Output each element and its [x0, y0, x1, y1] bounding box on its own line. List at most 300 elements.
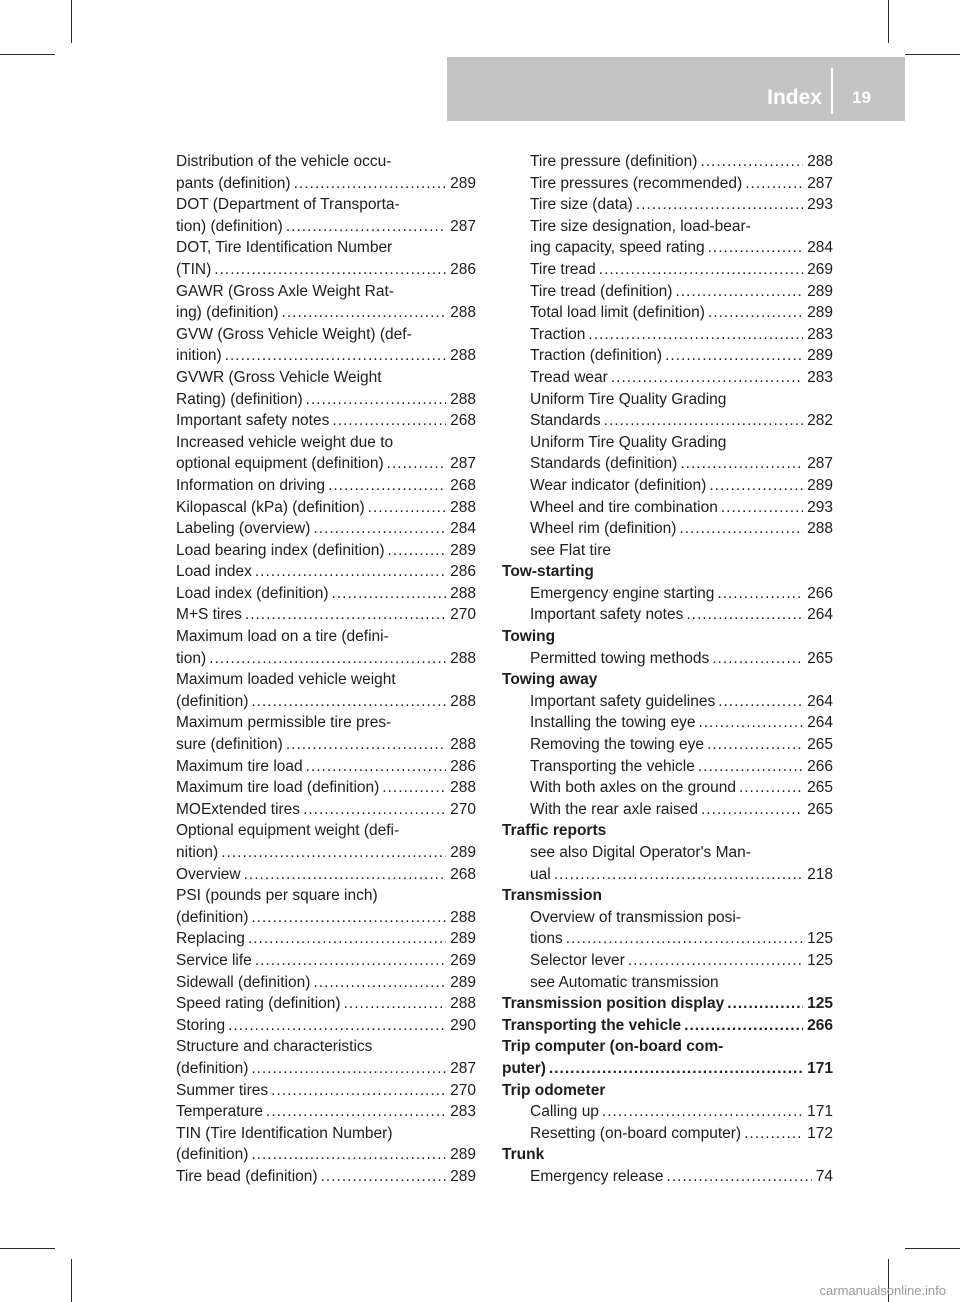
dot-leader [286, 216, 446, 238]
entry-text: Tire pressures (recommended) [530, 174, 743, 192]
entry-text: Maximum tire load [176, 757, 303, 775]
entry-text: Tire tread (definition) [530, 282, 673, 300]
entry-row [176, 1015, 476, 1037]
dot-leader [686, 604, 803, 626]
page-reference: 288 [450, 347, 476, 365]
dot-leader [344, 993, 447, 1015]
index-heading [502, 1144, 833, 1166]
index-entry[interactable] [502, 259, 833, 281]
dot-leader [712, 648, 803, 670]
entry-text: Trip odometer [502, 1081, 606, 1099]
entry-row [176, 410, 476, 432]
page-reference: 289 [450, 844, 476, 861]
index-entry[interactable] [502, 475, 833, 497]
watermark: carmanualsonline.info [819, 1283, 946, 1298]
entry-row [502, 518, 833, 540]
index-heading [502, 1080, 833, 1102]
dot-leader [599, 259, 803, 281]
entry-text: Wheel and tire combination [530, 498, 718, 516]
index-entry[interactable] [176, 604, 476, 626]
entry-text: nition) [176, 844, 219, 861]
index-entry[interactable] [176, 777, 476, 799]
entry-row [176, 1058, 476, 1080]
dot-leader [255, 561, 446, 583]
crop-mark [71, 0, 72, 43]
page-reference: 286 [450, 260, 476, 278]
entry-row [176, 907, 476, 929]
crop-mark [71, 1259, 72, 1302]
index-entry[interactable] [502, 712, 833, 734]
index-entry[interactable] [502, 281, 833, 303]
index-heading[interactable] [502, 1036, 833, 1079]
index-entry[interactable] [502, 648, 833, 670]
index-entry[interactable] [176, 151, 476, 194]
dot-leader [255, 950, 446, 972]
dot-leader [294, 173, 447, 195]
page-title: Index [767, 86, 822, 109]
index-entry[interactable] [176, 669, 476, 712]
entry-text: Load index [176, 563, 252, 581]
entry-row [502, 756, 833, 778]
crop-mark [0, 1248, 55, 1249]
page-reference: 265 [807, 800, 833, 818]
index-entry[interactable] [502, 216, 833, 259]
page-reference: 290 [450, 1016, 476, 1034]
index-heading[interactable] [502, 1015, 833, 1037]
page-reference: 289 [807, 304, 833, 322]
dot-leader [306, 389, 446, 411]
dot-leader [675, 281, 803, 303]
dot-leader [665, 345, 803, 367]
entry-text: Maximum tire load (definition) [176, 779, 380, 797]
dot-leader [709, 475, 803, 497]
index-entry[interactable] [176, 993, 476, 1015]
entry-row [176, 950, 476, 972]
entry-text: Distribution of the vehicle occu- [176, 153, 392, 170]
index-entry[interactable] [176, 475, 476, 497]
entry-row [176, 756, 476, 778]
index-entry[interactable] [176, 432, 476, 475]
entry-row [502, 194, 833, 216]
index-entry[interactable] [502, 389, 833, 432]
dot-leader [251, 1058, 446, 1080]
entry-text: (definition) [176, 692, 249, 710]
index-entry[interactable] [176, 237, 476, 280]
entry-text: Tire tread [530, 260, 596, 278]
entry-text: Maximum load on a tire (defini- [176, 628, 389, 646]
index-entry[interactable] [502, 324, 833, 346]
index-entry[interactable] [502, 518, 833, 540]
entry-row [176, 648, 476, 670]
page-reference: 125 [807, 930, 833, 948]
page-reference: 265 [807, 649, 833, 667]
index-entry[interactable] [176, 1036, 476, 1079]
index-entry[interactable] [502, 345, 833, 367]
dot-leader [328, 475, 446, 497]
page-reference: 268 [450, 412, 476, 430]
dot-leader [708, 237, 804, 259]
entry-text: (definition) [176, 1059, 249, 1077]
page-reference: 269 [450, 951, 476, 969]
page-reference: 288 [450, 736, 476, 754]
entry-text: Wheel rim (definition) [530, 520, 677, 538]
index-entry[interactable] [176, 324, 476, 367]
entry-text: Storing [176, 1016, 226, 1034]
entry-text: ual [530, 865, 551, 883]
entry-text: With the rear axle raised [530, 800, 698, 818]
entry-text: Service life [176, 951, 252, 969]
entry-text: Wear indicator (definition) [530, 476, 707, 494]
index-entry[interactable] [176, 518, 476, 540]
index-entry[interactable] [502, 691, 833, 713]
entry-row [502, 302, 833, 324]
index-heading [502, 820, 833, 842]
page-reference: 289 [450, 930, 476, 948]
page-reference: 289 [807, 347, 833, 365]
index-entry[interactable] [176, 540, 476, 562]
entry-row [176, 799, 476, 821]
page-reference: 266 [807, 584, 833, 602]
entry-row [176, 540, 476, 562]
index-entry [502, 972, 833, 994]
page-reference: 288 [450, 390, 476, 408]
entry-text: Resetting (on-board computer) [530, 1124, 742, 1142]
entry-text: Removing the towing eye [530, 736, 705, 754]
crop-mark [0, 54, 55, 55]
index-entry[interactable] [176, 928, 476, 950]
page-reference: 264 [807, 714, 833, 732]
crop-mark [905, 1248, 960, 1249]
entry-text: Traction [530, 325, 586, 343]
page-reference: 288 [450, 584, 476, 602]
page-reference: 264 [807, 606, 833, 624]
entry-text: Important safety notes [530, 606, 684, 624]
dot-leader [214, 259, 446, 281]
page-reference: 287 [450, 1059, 476, 1077]
entry-row [502, 453, 833, 475]
crop-mark [888, 0, 889, 43]
entry-text: Optional equipment weight (defi- [176, 822, 400, 840]
entry-text: Summer tires [176, 1081, 269, 1099]
entry-text: Uniform Tire Quality Grading [530, 390, 727, 408]
entry-row [502, 993, 833, 1015]
index-entry[interactable] [502, 799, 833, 821]
index-entry[interactable] [176, 626, 476, 669]
index-entry[interactable] [176, 1123, 476, 1166]
dot-leader [636, 194, 803, 216]
entry-row [502, 1058, 833, 1080]
entry-row [176, 691, 476, 713]
index-entry[interactable] [176, 864, 476, 886]
entry-text: Transporting the vehicle [530, 757, 695, 775]
entry-text: puter) [502, 1059, 546, 1077]
dot-leader [388, 540, 447, 562]
page-reference: 270 [450, 606, 476, 624]
entry-text: Labeling (overview) [176, 520, 311, 538]
entry-text: Standards [530, 412, 601, 430]
dot-leader [251, 691, 446, 713]
dot-leader [549, 1058, 803, 1080]
index-entry[interactable] [176, 367, 476, 410]
index-entry[interactable] [502, 173, 833, 195]
entry-text: DOT (Department of Transporta- [176, 196, 400, 214]
index-entry[interactable] [176, 756, 476, 778]
dot-leader [588, 324, 803, 346]
page-reference: 287 [450, 217, 476, 235]
entry-text: Tire pressure (definition) [530, 153, 698, 170]
entry-row [502, 712, 833, 734]
entry-text: (TIN) [176, 260, 212, 278]
dot-leader [745, 173, 803, 195]
entry-row [176, 777, 476, 799]
dot-leader [271, 1080, 446, 1102]
index-entry[interactable] [502, 194, 833, 216]
entry-row [502, 648, 833, 670]
index-entry[interactable] [176, 583, 476, 605]
dot-leader [228, 1015, 446, 1037]
index-entry[interactable] [176, 497, 476, 519]
index-entry[interactable] [176, 1166, 476, 1188]
entry-text: Traffic reports [502, 822, 607, 840]
index-entry[interactable] [502, 734, 833, 756]
index-heading [502, 561, 833, 583]
entry-text: M+S tires [176, 606, 242, 624]
index-entry[interactable] [502, 756, 833, 778]
page-header-bar [447, 57, 905, 121]
page-reference: 283 [807, 325, 833, 343]
entry-row [176, 302, 476, 324]
dot-leader [313, 972, 446, 994]
index-entry[interactable] [502, 302, 833, 324]
entry-row [502, 237, 833, 259]
page-reference: 288 [450, 995, 476, 1013]
page-reference: 287 [807, 455, 833, 473]
entry-row [176, 972, 476, 994]
page-reference: 288 [450, 692, 476, 710]
index-entry[interactable] [176, 1101, 476, 1123]
index-entry[interactable] [176, 194, 476, 237]
index-entry[interactable] [502, 151, 833, 173]
entry-row [176, 604, 476, 626]
index-entry[interactable] [502, 604, 833, 626]
index-entry[interactable] [502, 950, 833, 972]
entry-row [176, 1080, 476, 1102]
index-entry[interactable] [176, 561, 476, 583]
index-heading [502, 885, 833, 907]
index-entry[interactable] [502, 432, 833, 475]
page-reference: 265 [807, 779, 833, 797]
page-reference: 289 [450, 973, 476, 991]
entry-text: see Automatic transmission [530, 973, 719, 991]
dot-leader [718, 691, 803, 713]
index-entry[interactable] [176, 712, 476, 755]
entry-text: Sidewall (definition) [176, 973, 311, 991]
dot-leader [744, 1123, 803, 1145]
page-reference: 125 [807, 951, 833, 969]
index-entry[interactable] [502, 367, 833, 389]
index-entry[interactable] [502, 907, 833, 950]
dot-leader [611, 367, 803, 389]
dot-leader [248, 928, 446, 950]
page-reference: 270 [450, 1081, 476, 1099]
entry-row [176, 1101, 476, 1123]
dot-leader [251, 1144, 446, 1166]
dot-leader [332, 583, 447, 605]
dot-leader [628, 950, 803, 972]
index-entry[interactable] [176, 799, 476, 821]
index-entry[interactable] [502, 583, 833, 605]
page-reference: 265 [807, 736, 833, 754]
index-entry[interactable] [176, 885, 476, 928]
page-reference: 286 [450, 563, 476, 581]
entry-row [176, 389, 476, 411]
dot-leader [266, 1101, 446, 1123]
page-reference: 125 [807, 995, 833, 1013]
entry-text: Load index (definition) [176, 584, 329, 602]
entry-row [502, 864, 833, 886]
page-reference: 218 [807, 865, 833, 883]
dot-leader [707, 734, 803, 756]
dot-leader [566, 928, 803, 950]
entry-text: Transporting the vehicle [502, 1016, 682, 1034]
page-reference: 264 [807, 692, 833, 710]
dot-leader [282, 302, 447, 324]
page-reference: 287 [807, 174, 833, 192]
index-entry[interactable] [502, 497, 833, 519]
page-reference: 171 [807, 1103, 833, 1121]
entry-text: Selector lever [530, 951, 625, 969]
entry-text: GVW (Gross Vehicle Weight) (def- [176, 325, 412, 343]
index-entry[interactable] [502, 1101, 833, 1123]
entry-text: see also Digital Operator's Man- [530, 844, 751, 861]
dot-leader [667, 1166, 812, 1188]
index-entry[interactable] [502, 1123, 833, 1145]
index-entry [502, 540, 833, 562]
entry-row [176, 561, 476, 583]
entry-text: inition) [176, 347, 222, 365]
page-reference: 284 [450, 520, 476, 538]
index-entry[interactable] [176, 281, 476, 324]
entry-row [502, 928, 833, 950]
entry-row [176, 1166, 476, 1188]
dot-leader [700, 151, 803, 173]
index-heading[interactable] [502, 993, 833, 1015]
page-reference: 288 [807, 153, 833, 170]
dot-leader [717, 583, 803, 605]
dot-leader [680, 453, 803, 475]
entry-row [176, 864, 476, 886]
page-reference: 283 [807, 368, 833, 386]
index-entry[interactable] [502, 777, 833, 799]
page-reference: 268 [450, 865, 476, 883]
entry-text: Rating) (definition) [176, 390, 303, 408]
page-reference: 289 [450, 1167, 476, 1185]
entry-row [176, 259, 476, 281]
entry-text: Kilopascal (kPa) (definition) [176, 498, 365, 516]
page-reference: 284 [807, 239, 833, 257]
entry-text: Towing [502, 628, 556, 646]
page-reference: 289 [450, 1146, 476, 1164]
entry-row [176, 475, 476, 497]
page-reference: 289 [450, 174, 476, 192]
dot-leader [604, 410, 803, 432]
page-reference: 172 [807, 1124, 833, 1142]
entry-row [176, 842, 476, 864]
dot-leader [306, 756, 447, 778]
entry-text: tion) [176, 649, 207, 667]
entry-row [502, 1123, 833, 1145]
page-reference: 270 [450, 800, 476, 818]
entry-text: Tow-starting [502, 563, 594, 581]
page-reference: 288 [450, 304, 476, 322]
entry-row [176, 497, 476, 519]
dot-leader [602, 1101, 803, 1123]
entry-row [502, 173, 833, 195]
entry-row [502, 604, 833, 626]
dot-leader [382, 777, 446, 799]
page-reference: 288 [807, 520, 833, 538]
page-reference: 282 [807, 412, 833, 430]
dot-leader [679, 518, 803, 540]
page-reference: 266 [807, 1016, 833, 1034]
entry-row [176, 345, 476, 367]
entry-row [502, 345, 833, 367]
entry-text: Structure and characteristics [176, 1038, 373, 1056]
index-column-left [176, 151, 476, 1188]
index-column-right [502, 151, 833, 1188]
entry-row [502, 475, 833, 497]
entry-row [502, 734, 833, 756]
index-entry[interactable] [176, 1015, 476, 1037]
page-reference: 293 [807, 196, 833, 214]
index-entry[interactable] [502, 1166, 833, 1188]
entry-row [502, 281, 833, 303]
entry-text: TIN (Tire Identification Number) [176, 1124, 393, 1142]
entry-row [176, 928, 476, 950]
page-reference: 293 [807, 498, 833, 516]
entry-row [502, 259, 833, 281]
entry-text: Tire bead (definition) [176, 1167, 318, 1185]
entry-text: MOExtended tires [176, 800, 301, 818]
index-entry[interactable] [176, 950, 476, 972]
index-entry[interactable] [176, 972, 476, 994]
page-reference: 289 [807, 476, 833, 494]
index-entry[interactable] [176, 1080, 476, 1102]
entry-row [502, 410, 833, 432]
entry-text: Emergency engine starting [530, 584, 715, 602]
entry-text: Trip computer (on-board com- [502, 1038, 724, 1056]
entry-text: optional equipment (definition) [176, 455, 384, 473]
entry-row [176, 453, 476, 475]
entry-text: Maximum loaded vehicle weight [176, 671, 396, 689]
index-entry[interactable] [502, 842, 833, 885]
dot-leader [221, 842, 446, 864]
entry-row [176, 1144, 476, 1166]
entry-row [502, 583, 833, 605]
entry-text: see Flat tire [530, 541, 611, 559]
index-entry[interactable] [176, 410, 476, 432]
entry-row [502, 1101, 833, 1123]
crop-mark [905, 54, 960, 55]
entry-text: Permitted towing methods [530, 649, 710, 667]
entry-row [176, 216, 476, 238]
entry-row [502, 324, 833, 346]
index-entry[interactable] [176, 820, 476, 863]
entry-text: Transmission [502, 887, 602, 905]
entry-text: Temperature [176, 1103, 264, 1121]
dot-leader [387, 453, 446, 475]
entry-row [502, 367, 833, 389]
